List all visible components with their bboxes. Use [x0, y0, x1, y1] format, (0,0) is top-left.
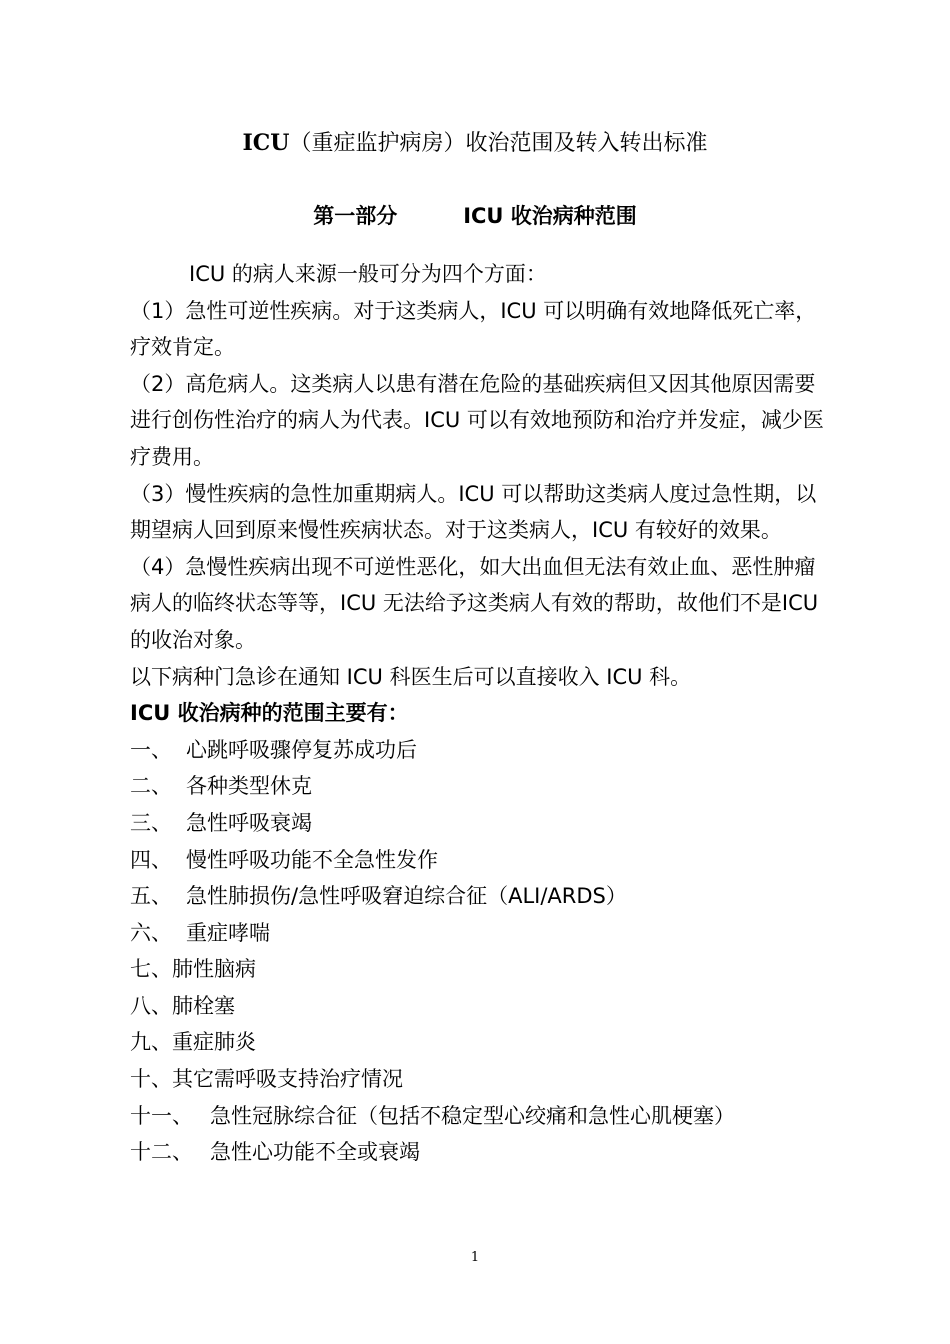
- list-item-text: 肺性脑病: [172, 957, 256, 982]
- list-item-number: 二、: [130, 774, 172, 799]
- list-item-number: 九、: [130, 1030, 172, 1055]
- document-title: [0, 128, 950, 159]
- list-item-number: 十、: [130, 1067, 172, 1092]
- list-item: [130, 1061, 830, 1098]
- list-item: [130, 988, 830, 1025]
- list-item-text: 急性呼吸衰竭: [186, 810, 312, 835]
- list-item-text: 急性心功能不全或衰竭: [210, 1140, 420, 1165]
- document-title-abbr: ICU: [242, 130, 290, 156]
- paragraph-chronic-acute: （3）慢性疾病的急性加重期病人。ICU 可以帮助这类病人度过急性期，以期望病人回到原来慢性疾病状态。对于这类病人，ICU 有较好的效果。: [130, 481, 817, 543]
- list-item: [130, 1024, 830, 1061]
- list-item-number: 六、: [130, 920, 172, 945]
- list-item-text: 慢性呼吸功能不全急性发作: [186, 847, 438, 872]
- list-item: [130, 732, 830, 769]
- list-item-number: 十二、: [130, 1140, 193, 1165]
- list-item: [130, 878, 830, 915]
- paragraph-acute-reversible: （1）急性可逆性疾病。对于这类病人，ICU 可以明确有效地降低死亡率，疗效肯定。: [130, 298, 817, 360]
- intro-paragraph: ICU 的病人来源一般可分为四个方面：: [189, 262, 547, 286]
- section-name: ICU 收治病种范围: [463, 204, 637, 228]
- list-item-text: 急性肺损伤/急性呼吸窘迫综合征（ALI/ARDS）: [186, 884, 627, 909]
- paragraph-high-risk: （2）高危病人。这类病人以患有潜在危险的基础疾病但又因其他原因需要进行创伤性治疗的病人为代表。ICU 可以有效地预防和治疗并发症，减少医疗费用。: [130, 371, 824, 469]
- list-item: [130, 842, 830, 879]
- list-item-text: 肺栓塞: [172, 993, 235, 1018]
- list-item-text: 心跳呼吸骤停复苏成功后: [186, 737, 417, 762]
- list-item-number: 五、: [130, 884, 172, 909]
- document-title-text: （重症监护病房）收治范围及转入转出标准: [289, 131, 708, 156]
- list-item: [130, 1134, 830, 1171]
- list-item: [130, 805, 830, 842]
- list-item-number: 一、: [130, 737, 172, 762]
- section-part-label: 第一部分: [313, 204, 398, 228]
- list-item-number: 十一、: [130, 1103, 193, 1128]
- list-item-number: 四、: [130, 847, 172, 872]
- list-item: [130, 768, 830, 805]
- list-item-text: 其它需呼吸支持治疗情况: [172, 1067, 403, 1092]
- list-item-number: 八、: [130, 993, 172, 1018]
- section-heading: [0, 201, 950, 231]
- list-item-number: 三、: [130, 810, 172, 835]
- list-item-number: 七、: [130, 957, 172, 982]
- list-item: [130, 951, 830, 988]
- list-heading: ICU 收治病种的范围主要有：: [130, 701, 409, 726]
- list-item-text: 重症哮喘: [186, 920, 270, 945]
- paragraph-irreversible: （4）急慢性疾病出现不可逆性恶化，如大出血但无法有效止血、恶性肿瘤病人的临终状态等等，ICU 无法给予这类病人有效的帮助，故他们不是ICU 的收治对象。: [130, 554, 819, 652]
- list-item-text: 各种类型休克: [186, 774, 312, 799]
- list-item-text: 重症肺炎: [172, 1030, 256, 1055]
- admission-note: 以下病种门急诊在通知 ICU 科医生后可以直接收入 ICU 科。: [130, 664, 692, 689]
- list-item: [130, 915, 830, 952]
- page-number: 1: [470, 1250, 480, 1265]
- document-body: [130, 256, 830, 1171]
- list-item-text: 急性冠脉综合征（包括不稳定型心绞痛和急性心肌梗塞）: [210, 1103, 735, 1128]
- list-item: [130, 1098, 830, 1135]
